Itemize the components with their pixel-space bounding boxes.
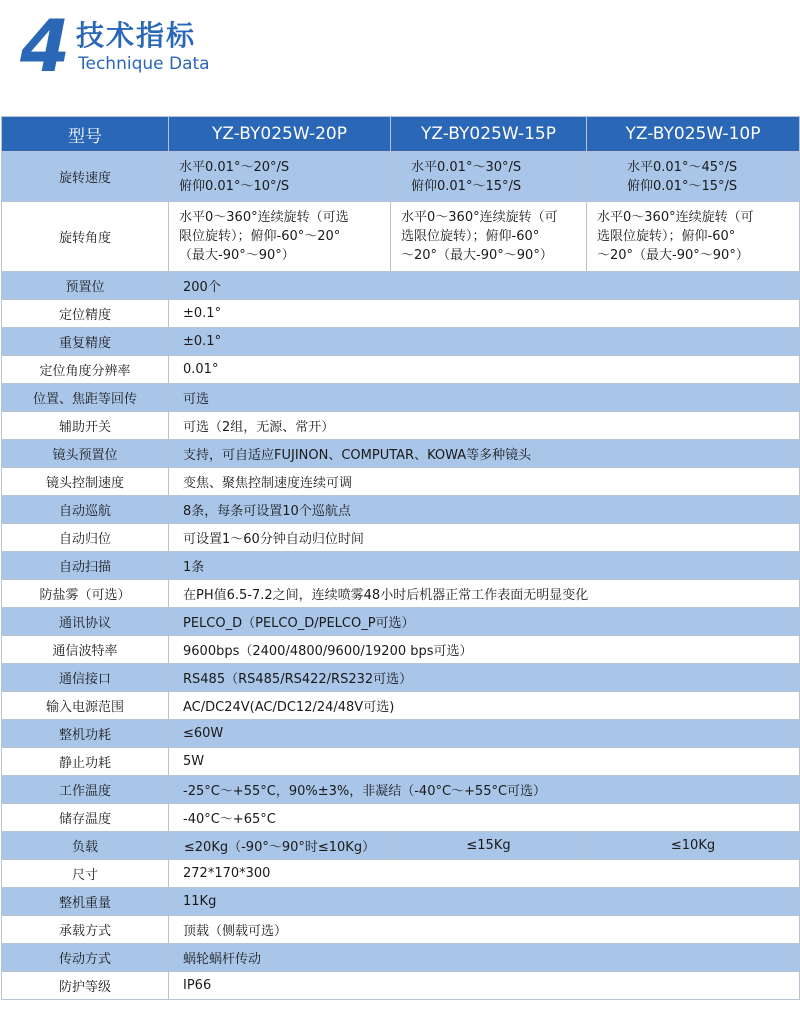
cell-value: ≤15Kg: [391, 832, 587, 860]
table-row: [2, 664, 800, 692]
row-label: 输入电源范围: [2, 692, 169, 720]
table-row: [2, 720, 800, 748]
table-row: [2, 776, 800, 804]
row-value: 可设置1～60分钟自动归位时间: [169, 524, 800, 552]
table-row: [2, 552, 800, 580]
row-label: 镜头控制速度: [2, 468, 169, 496]
row-label: 通信波特率: [2, 636, 169, 664]
row-label: 通讯协议: [2, 608, 169, 636]
row-value: ±0.1°: [169, 328, 800, 356]
table-row: [2, 496, 800, 524]
table-header-row: [2, 117, 800, 152]
table-row: [2, 916, 800, 944]
row-label: 旋转速度: [2, 152, 169, 202]
row-value: IP66: [169, 972, 800, 1000]
table-row: [2, 608, 800, 636]
row-label: 负载: [2, 832, 169, 860]
table-row: [2, 692, 800, 720]
table-row: [2, 944, 800, 972]
table-row: [2, 412, 800, 440]
table-row: [2, 384, 800, 412]
table-row: [2, 888, 800, 916]
table-row: [2, 860, 800, 888]
page-header: [0, 0, 800, 115]
cell-value: 水平0～360°连续旋转（可 选限位旋转）；俯仰-60° ～20°（最大-90°～90°）: [391, 202, 587, 272]
row-label: 定位角度分辨率: [2, 356, 169, 384]
row-value: -40°C～+65°C: [169, 804, 800, 832]
table-row: [2, 524, 800, 552]
table-row: [2, 328, 800, 356]
row-label: 镜头预置位: [2, 440, 169, 468]
row-label: 预置位: [2, 272, 169, 300]
row-value: 蜗轮蜗杆传动: [169, 944, 800, 972]
table-row: [2, 152, 800, 202]
cell-value: 水平0～360°连续旋转（可选 限位旋转）；俯仰-60°～20° （最大-90°～90°）: [169, 202, 391, 272]
table-row: [2, 580, 800, 608]
row-value: 11Kg: [169, 888, 800, 916]
row-label: 重复精度: [2, 328, 169, 356]
row-label: 防盐雾（可选）: [2, 580, 169, 608]
cell-value: 水平0.01°～45°/S 俯仰0.01°～15°/S: [587, 152, 800, 202]
row-label: 辅助开关: [2, 412, 169, 440]
section-number: 4: [20, 4, 71, 88]
cell-value: ≤10Kg: [587, 832, 800, 860]
row-value: 在PH值6.5-7.2之间，连续喷雾48小时后机器正常工作表面无明显变化: [169, 580, 800, 608]
row-value: 9600bps（2400/4800/9600/19200 bps可选）: [169, 636, 800, 664]
cell-value: ≤20Kg（-90°～90°时≤10Kg）: [169, 832, 391, 860]
col-header-20p: YZ-BY025W-20P: [169, 117, 391, 152]
row-value: -25°C～+55°C，90%±3%，非凝结（-40°C～+55°C可选）: [169, 776, 800, 804]
section-subtitle: Technique Data: [78, 54, 210, 74]
cell-value: 水平0～360°连续旋转（可 选限位旋转）；俯仰-60° ～20°（最大-90°～90°）: [587, 202, 800, 272]
row-value: 8条，每条可设置10个巡航点: [169, 496, 800, 524]
table-row: [2, 804, 800, 832]
table-row: [2, 636, 800, 664]
spec-table: [1, 116, 800, 1000]
cell-value: 水平0.01°～30°/S 俯仰0.01°～15°/S: [391, 152, 587, 202]
row-value: 顶载（侧载可选）: [169, 916, 800, 944]
row-label: 位置、焦距等回传: [2, 384, 169, 412]
section-title: 技术指标: [76, 19, 197, 52]
row-value: 0.01°: [169, 356, 800, 384]
table-row: [2, 748, 800, 776]
row-value: AC/DC24V(AC/DC12/24/48V可选): [169, 692, 800, 720]
row-value: 5W: [169, 748, 800, 776]
row-label: 尺寸: [2, 860, 169, 888]
table-row: [2, 202, 800, 272]
table-row: [2, 972, 800, 1000]
row-value: 支持，可自适应FUJINON、COMPUTAR、KOWA等多种镜头: [169, 440, 800, 468]
table-row-load: [2, 832, 800, 860]
row-value: 200个: [169, 272, 800, 300]
col-header-model: 型号: [2, 117, 169, 152]
table-row: [2, 356, 800, 384]
row-value: 变焦、聚焦控制速度连续可调: [169, 468, 800, 496]
row-value: 272*170*300: [169, 860, 800, 888]
row-label: 静止功耗: [2, 748, 169, 776]
col-header-10p: YZ-BY025W-10P: [587, 117, 800, 152]
row-value: ≤60W: [169, 720, 800, 748]
row-value: RS485（RS485/RS422/RS232可选）: [169, 664, 800, 692]
row-label: 自动巡航: [2, 496, 169, 524]
row-label: 通信接口: [2, 664, 169, 692]
row-label: 工作温度: [2, 776, 169, 804]
row-label: 定位精度: [2, 300, 169, 328]
table-row: [2, 440, 800, 468]
table-row: [2, 272, 800, 300]
row-value: 可选: [169, 384, 800, 412]
row-label: 传动方式: [2, 944, 169, 972]
row-label: 承载方式: [2, 916, 169, 944]
row-value: PELCO_D（PELCO_D/PELCO_P可选）: [169, 608, 800, 636]
row-label: 防护等级: [2, 972, 169, 1000]
cell-value: 水平0.01°～20°/S 俯仰0.01°～10°/S: [169, 152, 391, 202]
row-label: 整机重量: [2, 888, 169, 916]
row-label: 自动扫描: [2, 552, 169, 580]
row-label: 自动归位: [2, 524, 169, 552]
row-label: 旋转角度: [2, 202, 169, 272]
row-value: 1条: [169, 552, 800, 580]
row-label: 整机功耗: [2, 720, 169, 748]
col-header-15p: YZ-BY025W-15P: [391, 117, 587, 152]
row-value: 可选（2组，无源、常开）: [169, 412, 800, 440]
row-label: 储存温度: [2, 804, 169, 832]
table-row: [2, 300, 800, 328]
table-row: [2, 468, 800, 496]
row-value: ±0.1°: [169, 300, 800, 328]
